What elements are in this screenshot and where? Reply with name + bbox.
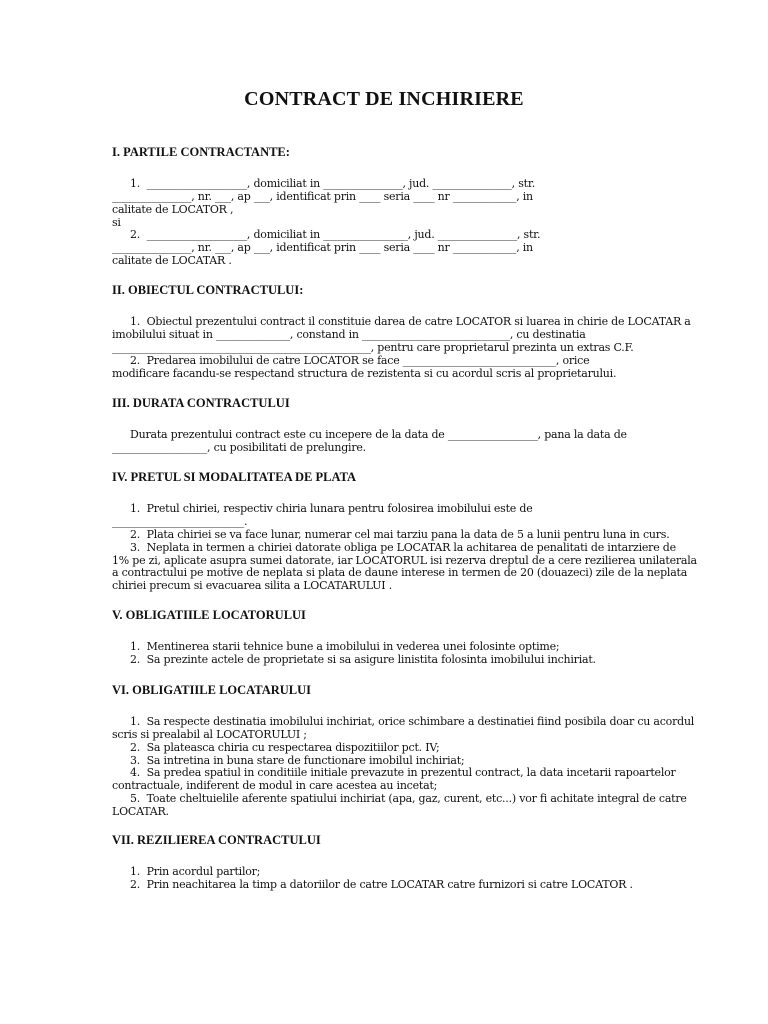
locatar-item-5-line-1: 5. Toate cheltuielile aferente spatiului inchiriat (apa, gaz, curent, etc...) vor fi achitate integral de catre: [130, 792, 687, 805]
locatar-item-4-line-2: contractuale, indiferent de modul in care acestea au incetat;: [112, 779, 438, 792]
section-heading-obligatii-locator: V. OBLIGATIILE LOCATORULUI: [112, 608, 306, 622]
locator-item-2: 2. Sa prezinte actele de proprietate si sa asigure linistita folosinta imobilului inchiriat.: [130, 653, 596, 666]
section-heading-obiectul: II. OBIECTUL CONTRACTULUI:: [112, 283, 304, 297]
durata-line-2: __________________, cu posibilitati de prelungire.: [112, 441, 366, 454]
reziliere-item-2: 2. Prin neachitarea la timp a datoriilor de catre LOCATAR catre furnizori si catre LOCATOR .: [130, 878, 633, 891]
durata-line-1: Durata prezentului contract este cu incepere de la data de _________________, pana la data de: [130, 428, 627, 441]
locatar-item-2: 2. Sa plateasca chiria cu respectarea dispozitiilor pct. IV;: [130, 741, 440, 754]
party-2-line-2: _______________, nr. ___, ap ___, identificat prin ____ seria ____ nr ____________, in: [112, 241, 533, 254]
pret-item-1-line-1: 1. Pretul chiriei, respectiv chiria lunara pentru folosirea imobilului este de: [130, 502, 533, 515]
obiect-item-1-line-2: imobilului situat in ______________, constand in ____________________________, cu destinatia: [112, 328, 586, 341]
document-title: CONTRACT DE INCHIRIERE: [244, 88, 524, 110]
party-2-role: calitate de LOCATAR .: [112, 254, 232, 267]
section-heading-pretul: IV. PRETUL SI MODALITATEA DE PLATA: [112, 470, 357, 484]
section-heading-durata: III. DURATA CONTRACTULUI: [112, 396, 290, 410]
party-1-role: calitate de LOCATOR ,: [112, 203, 234, 216]
pret-item-2: 2. Plata chiriei se va face lunar, numerar cel mai tarziu pana la data de 5 a lunii pentru luna in curs.: [130, 528, 670, 541]
obiect-item-1-line-3: _________________________________________________, pentru care proprietarul prezinta un extras C.F.: [112, 341, 634, 354]
party-2-line-1: 2. ___________________, domiciliat in ________________, jud. _______________, str.: [130, 228, 541, 241]
pret-item-1-line-2: _________________________.: [112, 515, 248, 528]
locatar-item-1-line-2: scris si prealabil al LOCATORULUI ;: [112, 728, 307, 741]
reziliere-item-1: 1. Prin acordul partilor;: [130, 865, 261, 878]
party-1-line-1: 1. ___________________, domiciliat in _______________, jud. _______________, str.: [130, 177, 535, 190]
pret-item-3-line-2: 1% pe zi, aplicate asupra sumei datorate, iar LOCATORUL isi rezerva dreptul de a cere rezilierea unilaterala: [112, 554, 697, 567]
obiect-item-1-line-1: 1. Obiectul prezentului contract il constituie darea de catre LOCATOR si luarea in chirie de LOCATAR a: [130, 315, 691, 328]
locatar-item-1-line-1: 1. Sa respecte destinatia imobilului inchiriat, orice schimbare a destinatiei fiind posibila doar cu acordul: [130, 715, 695, 728]
party-1-line-2: _______________, nr. ___, ap ___, identificat prin ____ seria ____ nr ____________, in: [112, 190, 533, 203]
locatar-item-3: 3. Sa intretina in buna stare de functionare imobilul inchiriat;: [130, 754, 465, 767]
locatar-item-4-line-1: 4. Sa predea spatiul in conditiile initiale prevazute in prezentul contract, la data incetarii rapoartelor: [130, 766, 676, 779]
locatar-item-5-line-2: LOCATAR.: [112, 805, 169, 818]
pret-item-3-line-3: a contractului pe motive de neplata si plata de daune interese in termen de 20 (douazeci) zile de la neplata: [112, 566, 688, 579]
conjunction-si: si: [112, 216, 121, 229]
locator-item-1: 1. Mentinerea starii tehnice bune a imobilului in vederea unei folosinte optime;: [130, 640, 560, 653]
section-heading-obligatii-locatar: VI. OBLIGATIILE LOCATARULUI: [112, 683, 311, 697]
section-heading-partile: I. PARTILE CONTRACTANTE:: [112, 145, 290, 159]
pret-item-3-line-4: chiriei precum si evacuarea silita a LOCATARULUI .: [112, 579, 392, 592]
section-heading-rezilierea: VII. REZILIEREA CONTRACTULUI: [112, 833, 321, 847]
obiect-item-2-line-2: modificare facandu-se respectand structura de rezistenta si cu acordul scris al proprietarului.: [112, 367, 617, 380]
pret-item-3-line-1: 3. Neplata in termen a chiriei datorate obliga pe LOCATAR la achitarea de penalitati de intarziere de: [130, 541, 676, 554]
obiect-item-2-line-1: 2. Predarea imobilului de catre LOCATOR se face _____________________________, orice: [130, 354, 590, 367]
